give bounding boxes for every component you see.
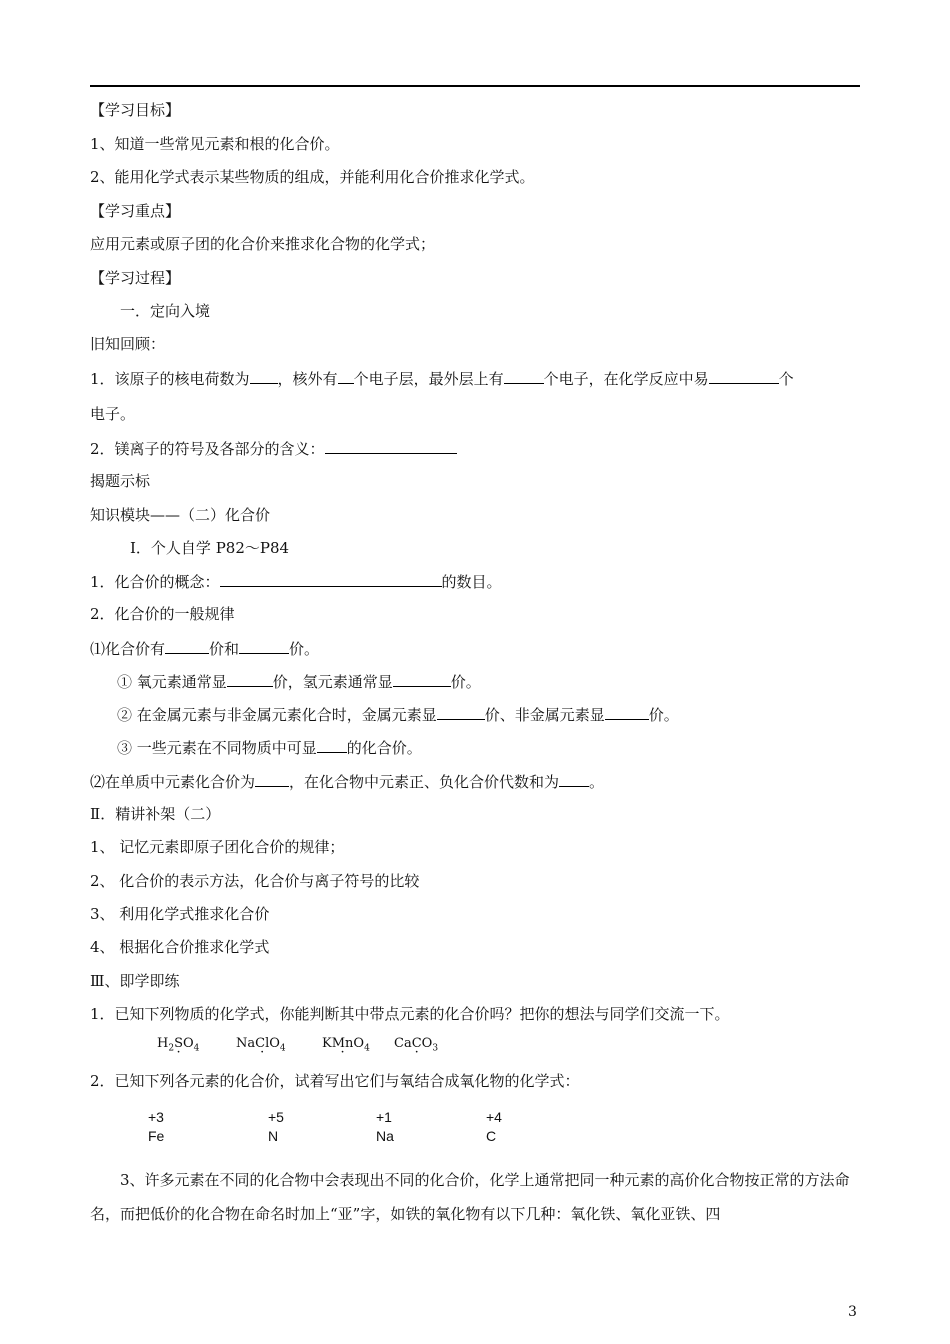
review-title: 旧知回顾： <box>90 335 166 353</box>
q1-blank-4[interactable] <box>709 368 779 384</box>
dotted-element-s: S · <box>174 1036 183 1051</box>
formula-naclo4: NaCl $\cdot O_4$ <box>236 1036 286 1054</box>
exercise-3: 3、许多元素在不同的化合物中会表现出不同的化合价，化学上通常把同一种元素的高价化合物按正常的方法命名，而把低价的化合物在命名时加上“亚”字，如铁的氧化物有以下几种：氧化铁、氧化亚铁、四 <box>90 1171 850 1223</box>
valence-na-symbol: Na <box>376 1128 394 1144</box>
point-2: 2、 化合价的表示方法，化合价与离子符号的比较 <box>90 872 420 890</box>
rule-1a-b: 价，氢元素通常显 <box>272 673 393 691</box>
goal-2: 2、能用化学式表示某些物质的组成，并能利用化合价推求化学式。 <box>90 168 535 186</box>
valence-na <box>376 1108 394 1146</box>
question-1-continued: 电子。 <box>90 405 136 423</box>
q1-part-c: 个电子层，最外层上有 <box>353 370 504 388</box>
rule-1b-c: 价。 <box>648 706 679 724</box>
section-3-title: Ⅲ、即学即练 <box>90 972 180 990</box>
q2-text: 2．镁离子的符号及各部分的含义： <box>90 440 325 458</box>
valence-c <box>486 1108 502 1146</box>
heading-process: 【学习过程】 <box>90 269 181 287</box>
q1-blank-3[interactable] <box>504 368 544 384</box>
rule-1c-b: 的化合价。 <box>346 739 422 757</box>
rule-1c <box>117 737 422 758</box>
rule-1b-b: 价、非金属元素显 <box>484 706 605 724</box>
rule-1-blank-2[interactable] <box>239 638 289 654</box>
rule-1a-a: ① 氧元素通常显 <box>117 673 227 691</box>
rule-2-b: ，在化合物中元素正、负化合价代数和为 <box>289 773 560 791</box>
section-2-title: Ⅱ．精讲补架（二） <box>90 805 221 823</box>
rule-1c-a: ③ 一些元素在不同物质中可显 <box>117 739 317 757</box>
rule-2-c: 。 <box>589 773 605 791</box>
heading-goals: 【学习目标】 <box>90 101 181 119</box>
rule-1b-blank-2[interactable] <box>605 704 649 720</box>
formula-h2so4: $H_2S \cdot O_4$ <box>157 1036 199 1054</box>
q1-part-d: 个电子，在化学反应中易 <box>543 370 709 388</box>
point-4: 4、 根据化合价推求化学式 <box>90 938 270 956</box>
formula-kmno4: KMn $\cdot O_4$ <box>322 1036 370 1054</box>
exercise-2: 2．已知下列各元素的化合价，试着写出它们与氧结合成氧化物的化学式： <box>90 1072 580 1090</box>
concept-label: 1．化合价的概念： <box>90 573 220 591</box>
valence-na-charge: +1 <box>376 1109 392 1125</box>
rule-1b-a: ② 在金属元素与非金属元素化合时，金属元素显 <box>117 706 437 724</box>
rule-1-blank-1[interactable] <box>165 638 209 654</box>
valence-c-symbol: C <box>486 1128 497 1144</box>
section-1-title: 一．定向入境 <box>120 302 211 320</box>
rule-1-a: ⑴化合价有 <box>90 640 166 658</box>
reveal-title: 揭题示标 <box>90 472 151 490</box>
rule-1a-c: 价。 <box>450 673 481 691</box>
valence-fe-symbol: Fe <box>148 1128 165 1144</box>
heading-focus: 【学习重点】 <box>90 202 181 220</box>
concept-blank[interactable] <box>220 571 442 587</box>
rule-1b-blank-1[interactable] <box>437 704 485 720</box>
q1-part-a: 1．该原子的核电荷数为 <box>90 370 250 388</box>
dotted-element-mn: Mn · <box>332 1036 354 1051</box>
rule-1-c: 价。 <box>289 640 320 658</box>
concept-line <box>90 571 502 592</box>
q2-blank[interactable] <box>325 438 457 454</box>
question-2 <box>90 438 457 459</box>
exercise-1: 1．已知下列物质的化学式，你能判断其中带点元素的化合价吗？把你的想法与同学们交流一下。 <box>90 1005 730 1023</box>
valence-fe-charge: +3 <box>148 1109 164 1125</box>
page-number: 3 <box>848 1304 857 1320</box>
rule-2-a: ⑵在单质中元素化合价为 <box>90 773 256 791</box>
rule-1a-blank-1[interactable] <box>227 671 273 687</box>
q1-blank-1[interactable] <box>250 368 278 384</box>
rule-1 <box>90 638 319 659</box>
module-title: 知识模块——（二）化合价 <box>90 506 271 524</box>
goal-1: 1、知道一些常见元素和根的化合价。 <box>90 135 340 153</box>
point-3: 3、 利用化学式推求化合价 <box>90 905 270 923</box>
rule-1b <box>117 704 679 725</box>
valence-c-charge: +4 <box>486 1109 502 1125</box>
rule-2-blank-1[interactable] <box>255 771 289 787</box>
rules-title: 2．化合价的一般规律 <box>90 605 235 623</box>
dotted-element-cl: Cl · <box>255 1036 269 1051</box>
rule-1c-blank[interactable] <box>317 737 347 753</box>
header-rule <box>90 85 860 87</box>
q1-blank-2[interactable] <box>338 368 354 384</box>
rule-1a <box>117 671 481 692</box>
valence-n-symbol: N <box>268 1128 279 1144</box>
valence-fe <box>148 1108 164 1146</box>
q1-part-e: 个 <box>778 370 794 388</box>
rule-1a-blank-2[interactable] <box>393 671 451 687</box>
self-study-title: Ⅰ．个人自学 P82～P84 <box>130 539 290 557</box>
rule-1-b: 价和 <box>209 640 240 658</box>
rule-2-blank-2[interactable] <box>559 771 589 787</box>
point-1: 1、 记忆元素即原子团化合价的规律； <box>90 838 345 856</box>
concept-suffix: 的数目。 <box>441 573 502 591</box>
rule-2 <box>90 771 604 792</box>
focus-text: 应用元素或原子团的化合价来推求化合物的化学式； <box>90 235 436 253</box>
question-1 <box>90 368 794 389</box>
valence-n <box>268 1108 284 1146</box>
formula-caco3: CaC $\cdot O_3$ <box>394 1036 438 1054</box>
valence-n-charge: +5 <box>268 1109 284 1125</box>
q1-part-b: ，核外有 <box>277 370 338 388</box>
dotted-element-c: C · <box>412 1036 422 1051</box>
